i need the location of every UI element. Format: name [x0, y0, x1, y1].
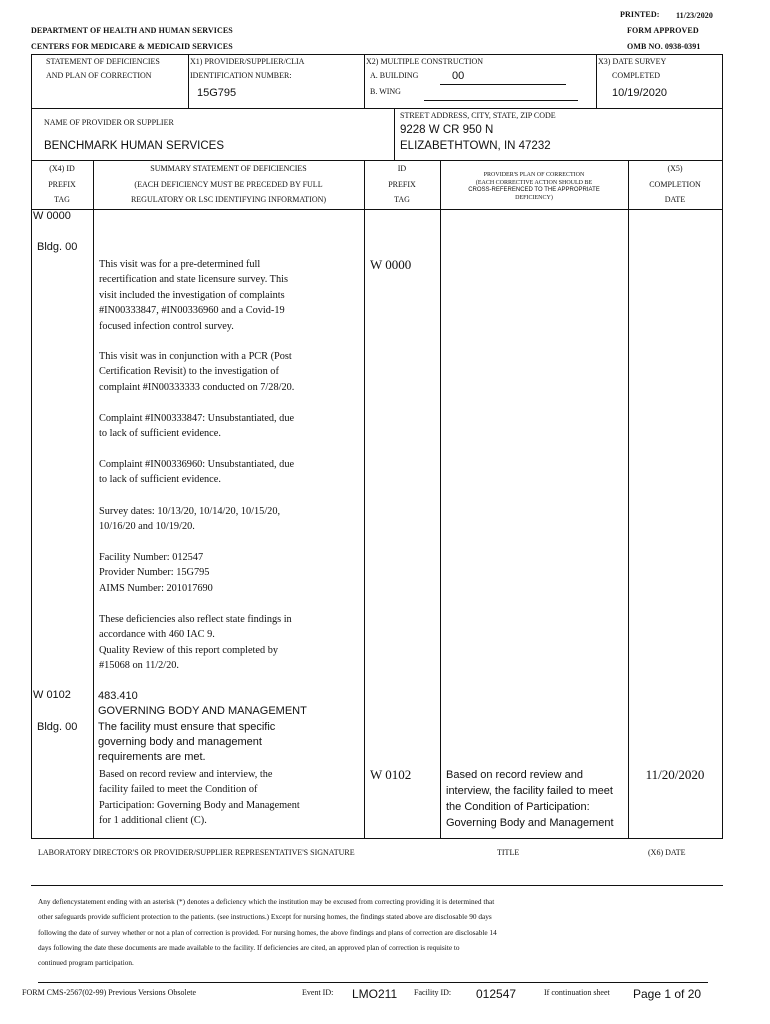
summary-paragraph-7: These deficiencies also reflect state findings in accordance with 460 IAC 9. Quality Review of this report completed by #15068 on 11/2/20. [99, 614, 292, 672]
x1-label-2: IDENTIFICATION NUMBER: [190, 71, 292, 80]
summary-header-1: SUMMARY STATEMENT OF DEFICIENCIES [150, 164, 307, 173]
wing-label: B. WING [370, 87, 401, 96]
continuation-label: If continuation sheet [544, 988, 610, 997]
printed-label: PRINTED: [620, 10, 660, 19]
address-line-1: 9228 W CR 950 N [400, 124, 494, 136]
facility-id-label: Facility ID: [414, 988, 452, 997]
plan-header-3: CROSS-REFERENCED TO THE APPROPRIATE [468, 187, 600, 193]
x4-header-2: PREFIX [48, 180, 76, 189]
department-title: DEPARTMENT OF HEALTH AND HUMAN SERVICES [31, 26, 233, 35]
printed-date: 11/23/2020 [676, 11, 714, 20]
tag-w0102: W 0102 [33, 689, 71, 701]
summary-paragraph-8: Based on record review and interview, the facility failed to meet the Condition of Participation: Governing Body and Management for 1 additional client (C). [99, 769, 300, 827]
facility-id-value: 012547 [476, 987, 517, 1001]
title-label: TITLE [497, 848, 520, 857]
id-header-3: TAG [394, 195, 410, 204]
summary-paragraph-6: Facility Number: 012547 Provider Number: 15G795 AIMS Number: 201017690 [99, 552, 213, 594]
building-label: A. BUILDING [370, 71, 419, 80]
x1-label: X1) PROVIDER/SUPPLIER/CLIA [190, 57, 305, 66]
x5-header-3: DATE [664, 195, 686, 204]
x3-label: X3) DATE SURVEY [598, 57, 667, 66]
right-tag-w0102: W 0102 [370, 767, 412, 782]
provider-name-label: NAME OF PROVIDER OR SUPPLIER [44, 118, 174, 127]
survey-date-value: 10/19/2020 [612, 87, 668, 99]
x5-header-1: (X5) [667, 164, 683, 173]
bldg-label-2: Bldg. 00 [37, 721, 78, 733]
bldg-label-1: Bldg. 00 [37, 241, 78, 253]
plan-header-4: DEFICIENCY) [515, 195, 553, 201]
regulation-text: 483.410 GOVERNING BODY AND MANAGEMENT The facility must ensure that specific governing body and management requirements are met. [98, 690, 307, 764]
page-number: Page 1 of 20 [633, 987, 702, 1001]
form-approved: FORM APPROVED [627, 26, 699, 35]
x3-label-2: COMPLETED [612, 71, 660, 80]
address-line-2: ELIZABETHTOWN, IN 47232 [400, 140, 551, 152]
id-header-2: PREFIX [388, 180, 416, 189]
summary-paragraph-4: Complaint #IN00336960: Unsubstantiated, due to lack of sufficient evidence. [99, 459, 295, 486]
provider-id-value: 15G795 [197, 87, 237, 99]
centers-title: CENTERS FOR MEDICARE & MEDICAID SERVICES [31, 42, 233, 51]
statement-label-2: AND PLAN OF CORRECTION [46, 71, 152, 80]
summary-header-2: (EACH DEFICIENCY MUST BE PRECEDED BY FULL [134, 180, 323, 189]
summary-paragraph-5: Survey dates: 10/13/20, 10/14/20, 10/15/20, 10/16/20 and 10/19/20. [99, 506, 281, 533]
omb-number: OMB NO. 0938-0391 [627, 42, 701, 51]
building-value: 00 [452, 70, 465, 82]
completion-date: 11/20/2020 [645, 767, 705, 782]
summary-header-3: REGULATORY OR LSC IDENTIFYING INFORMATION) [130, 195, 327, 204]
disclaimer-text: Any defiencystatement ending with an asterisk (*) denotes a deficiency which the institution may be excused from correcting providing it is determined that other safeguards provide sufficient protection to the patients. (see instructions.) Except for nursing homes, the findings stated above are disclosable 90 days following the date of survey whether or not a plan of correction is provided. For nursing homes, the above findings and plans of correction are disclosable 14 days following the date these documents are made available to the facility. If deficiencies are cited, an approved plan of correction is requisite to continued program participation. [38, 897, 497, 968]
x4-header-1: (X4) ID [49, 164, 75, 173]
right-tag-w0000: W 0000 [370, 257, 412, 272]
summary-paragraph-3: Complaint #IN00333847: Unsubstantiated, due to lack of sufficient evidence. [99, 413, 295, 440]
x4-header-3: TAG [54, 195, 70, 204]
x2-label: X2) MULTIPLE CONSTRUCTION [366, 57, 484, 66]
id-header-1: ID [397, 164, 407, 173]
address-label: STREET ADDRESS, CITY, STATE, ZIP CODE [400, 111, 556, 120]
plan-header-2: (EACH CORRECTIVE ACTION SHOULD BE [475, 180, 593, 186]
x5-header-2: COMPLETION [649, 180, 701, 189]
plan-of-correction-text: Based on record review and interview, the facility failed to meet the Condition of Participation: Governing Body and Management [446, 769, 614, 829]
form-number: FORM CMS-2567(02-99) Previous Versions Obsolete [22, 988, 197, 997]
summary-paragraph-1: This visit was for a pre-determined full recertification and state licensure survey. This visit included the investigation of complaints #IN00333847, #IN00336960 and a Covid-19 focused infection control survey. [99, 259, 288, 332]
provider-name-value: BENCHMARK HUMAN SERVICES [44, 140, 224, 152]
event-id-label: Event ID: [302, 988, 334, 997]
date-label: (X6) DATE [648, 848, 686, 857]
signature-label: LABORATORY DIRECTOR'S OR PROVIDER/SUPPLIER REPRESENTATIVE'S SIGNATURE [38, 848, 355, 857]
event-id-value: LMO211 [352, 987, 398, 1001]
summary-paragraph-2: This visit was in conjunction with a PCR (Post Certification Revisit) to the investigation of complaint #IN00333333 conducted on 7/28/20. [99, 351, 295, 393]
plan-header-1: PROVIDER'S PLAN OF CORRECTION [483, 172, 585, 178]
statement-label-1: STATEMENT OF DEFICIENCIES [46, 57, 160, 66]
tag-w0000: W 0000 [33, 210, 71, 222]
